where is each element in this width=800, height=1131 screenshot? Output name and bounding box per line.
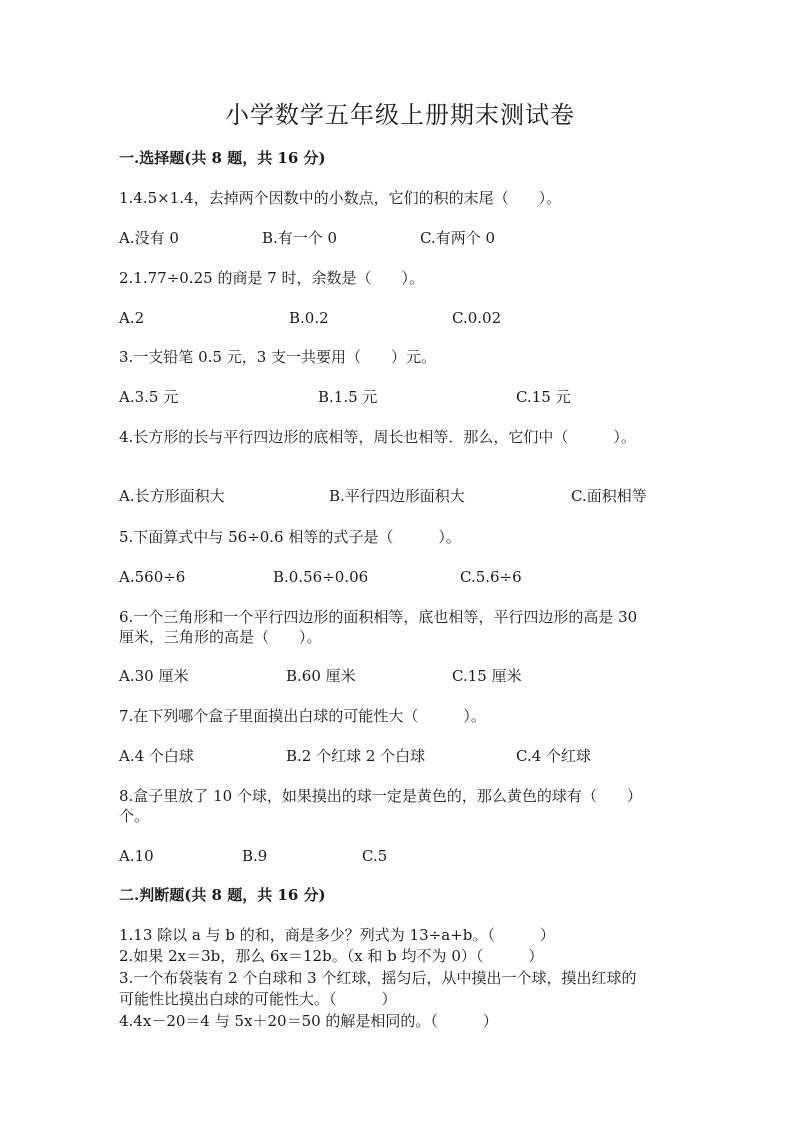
question-3-option-c: C.15 元: [516, 388, 571, 406]
question-8-stem-continued: 个。: [119, 807, 150, 825]
judgement-item-2: 2.如果 2x＝3b，那么 6x＝12b。（x 和 b 均不为 0）（ ）: [119, 947, 544, 965]
question-1-option-c: C.有两个 0: [420, 229, 496, 247]
judgement-item-4: 4.4x－20＝4 与 5x＋20＝50 的解是相同的。（ ）: [119, 1012, 498, 1030]
question-4-option-a: A.长方形面积大: [119, 487, 225, 505]
question-3-option-b: B.1.5 元: [318, 388, 378, 406]
question-6-option-b: B.60 厘米: [286, 667, 356, 685]
question-2-option-c: C.0.02: [452, 309, 502, 327]
question-2-option-b: B.0.2: [289, 309, 329, 327]
question-7-stem: 7.在下列哪个盒子里面摸出白球的可能性大（ ）。: [119, 707, 486, 725]
question-6-option-c: C.15 厘米: [452, 667, 522, 685]
question-1-option-b: B.有一个 0: [262, 229, 338, 247]
question-7-option-c: C.4 个红球: [516, 747, 592, 765]
question-5-option-a: A.560÷6: [119, 568, 186, 586]
question-8-option-c: C.5: [362, 847, 388, 865]
question-1-option-a: A.没有 0: [119, 229, 179, 247]
question-5-option-c: C.5.6÷6: [460, 568, 522, 586]
question-4-option-b: B.平行四边形面积大: [329, 487, 465, 505]
question-7-option-a: A.4 个白球: [119, 747, 194, 765]
judgement-item-3-continued: 可能性比摸出白球的可能性大。（ ）: [119, 990, 397, 1008]
question-6-stem-continued: 厘米，三角形的高是（ ）。: [119, 628, 322, 646]
question-8-option-a: A.10: [119, 847, 154, 865]
question-1-stem: 1.4.5×1.4，去掉两个因数中的小数点，它们的积的末尾（ ）。: [119, 189, 562, 207]
question-4-option-c: C.面积相等: [571, 487, 647, 505]
question-5-stem: 5.下面算式中与 56÷0.6 相等的式子是（ ）。: [119, 528, 461, 546]
question-7-option-b: B.2 个红球 2 个白球: [286, 747, 426, 765]
question-2-option-a: A.2: [119, 309, 145, 327]
question-8-option-b: B.9: [242, 847, 268, 865]
question-2-stem: 2.1.77÷0.25 的商是 7 时，余数是（ ）。: [119, 269, 425, 287]
judgement-item-3: 3.一个布袋装有 2 个白球和 3 个红球，摇匀后，从中摸出一个球，摸出红球的: [119, 969, 637, 987]
section-heading-judgement: 二.判断题(共 8 题，共 16 分): [119, 886, 326, 904]
question-3-option-a: A.3.5 元: [119, 388, 179, 406]
question-3-stem: 3.一支铅笔 0.5 元，3 支一共要用（ ）元。: [119, 348, 437, 366]
question-6-option-a: A.30 厘米: [119, 667, 189, 685]
question-4-stem: 4.长方形的长与平行四边形的底相等，周长也相等．那么，它们中（ ）。: [119, 428, 636, 446]
question-5-option-b: B.0.56÷0.06: [273, 568, 369, 586]
question-8-stem: 8.盒子里放了 10 个球，如果摸出的球一定是黄色的，那么黄色的球有（ ）: [119, 787, 642, 805]
judgement-item-1: 1.13 除以 a 与 b 的和，商是多少？列式为 13÷a+b。（ ）: [119, 926, 555, 944]
question-6-stem: 6.一个三角形和一个平行四边形的面积相等，底也相等，平行四边形的高是 30: [119, 608, 638, 626]
page-title: 小学数学五年级上册期末测试卷: [225, 101, 575, 129]
section-heading-choice: 一.选择题(共 8 题，共 16 分): [119, 149, 326, 167]
